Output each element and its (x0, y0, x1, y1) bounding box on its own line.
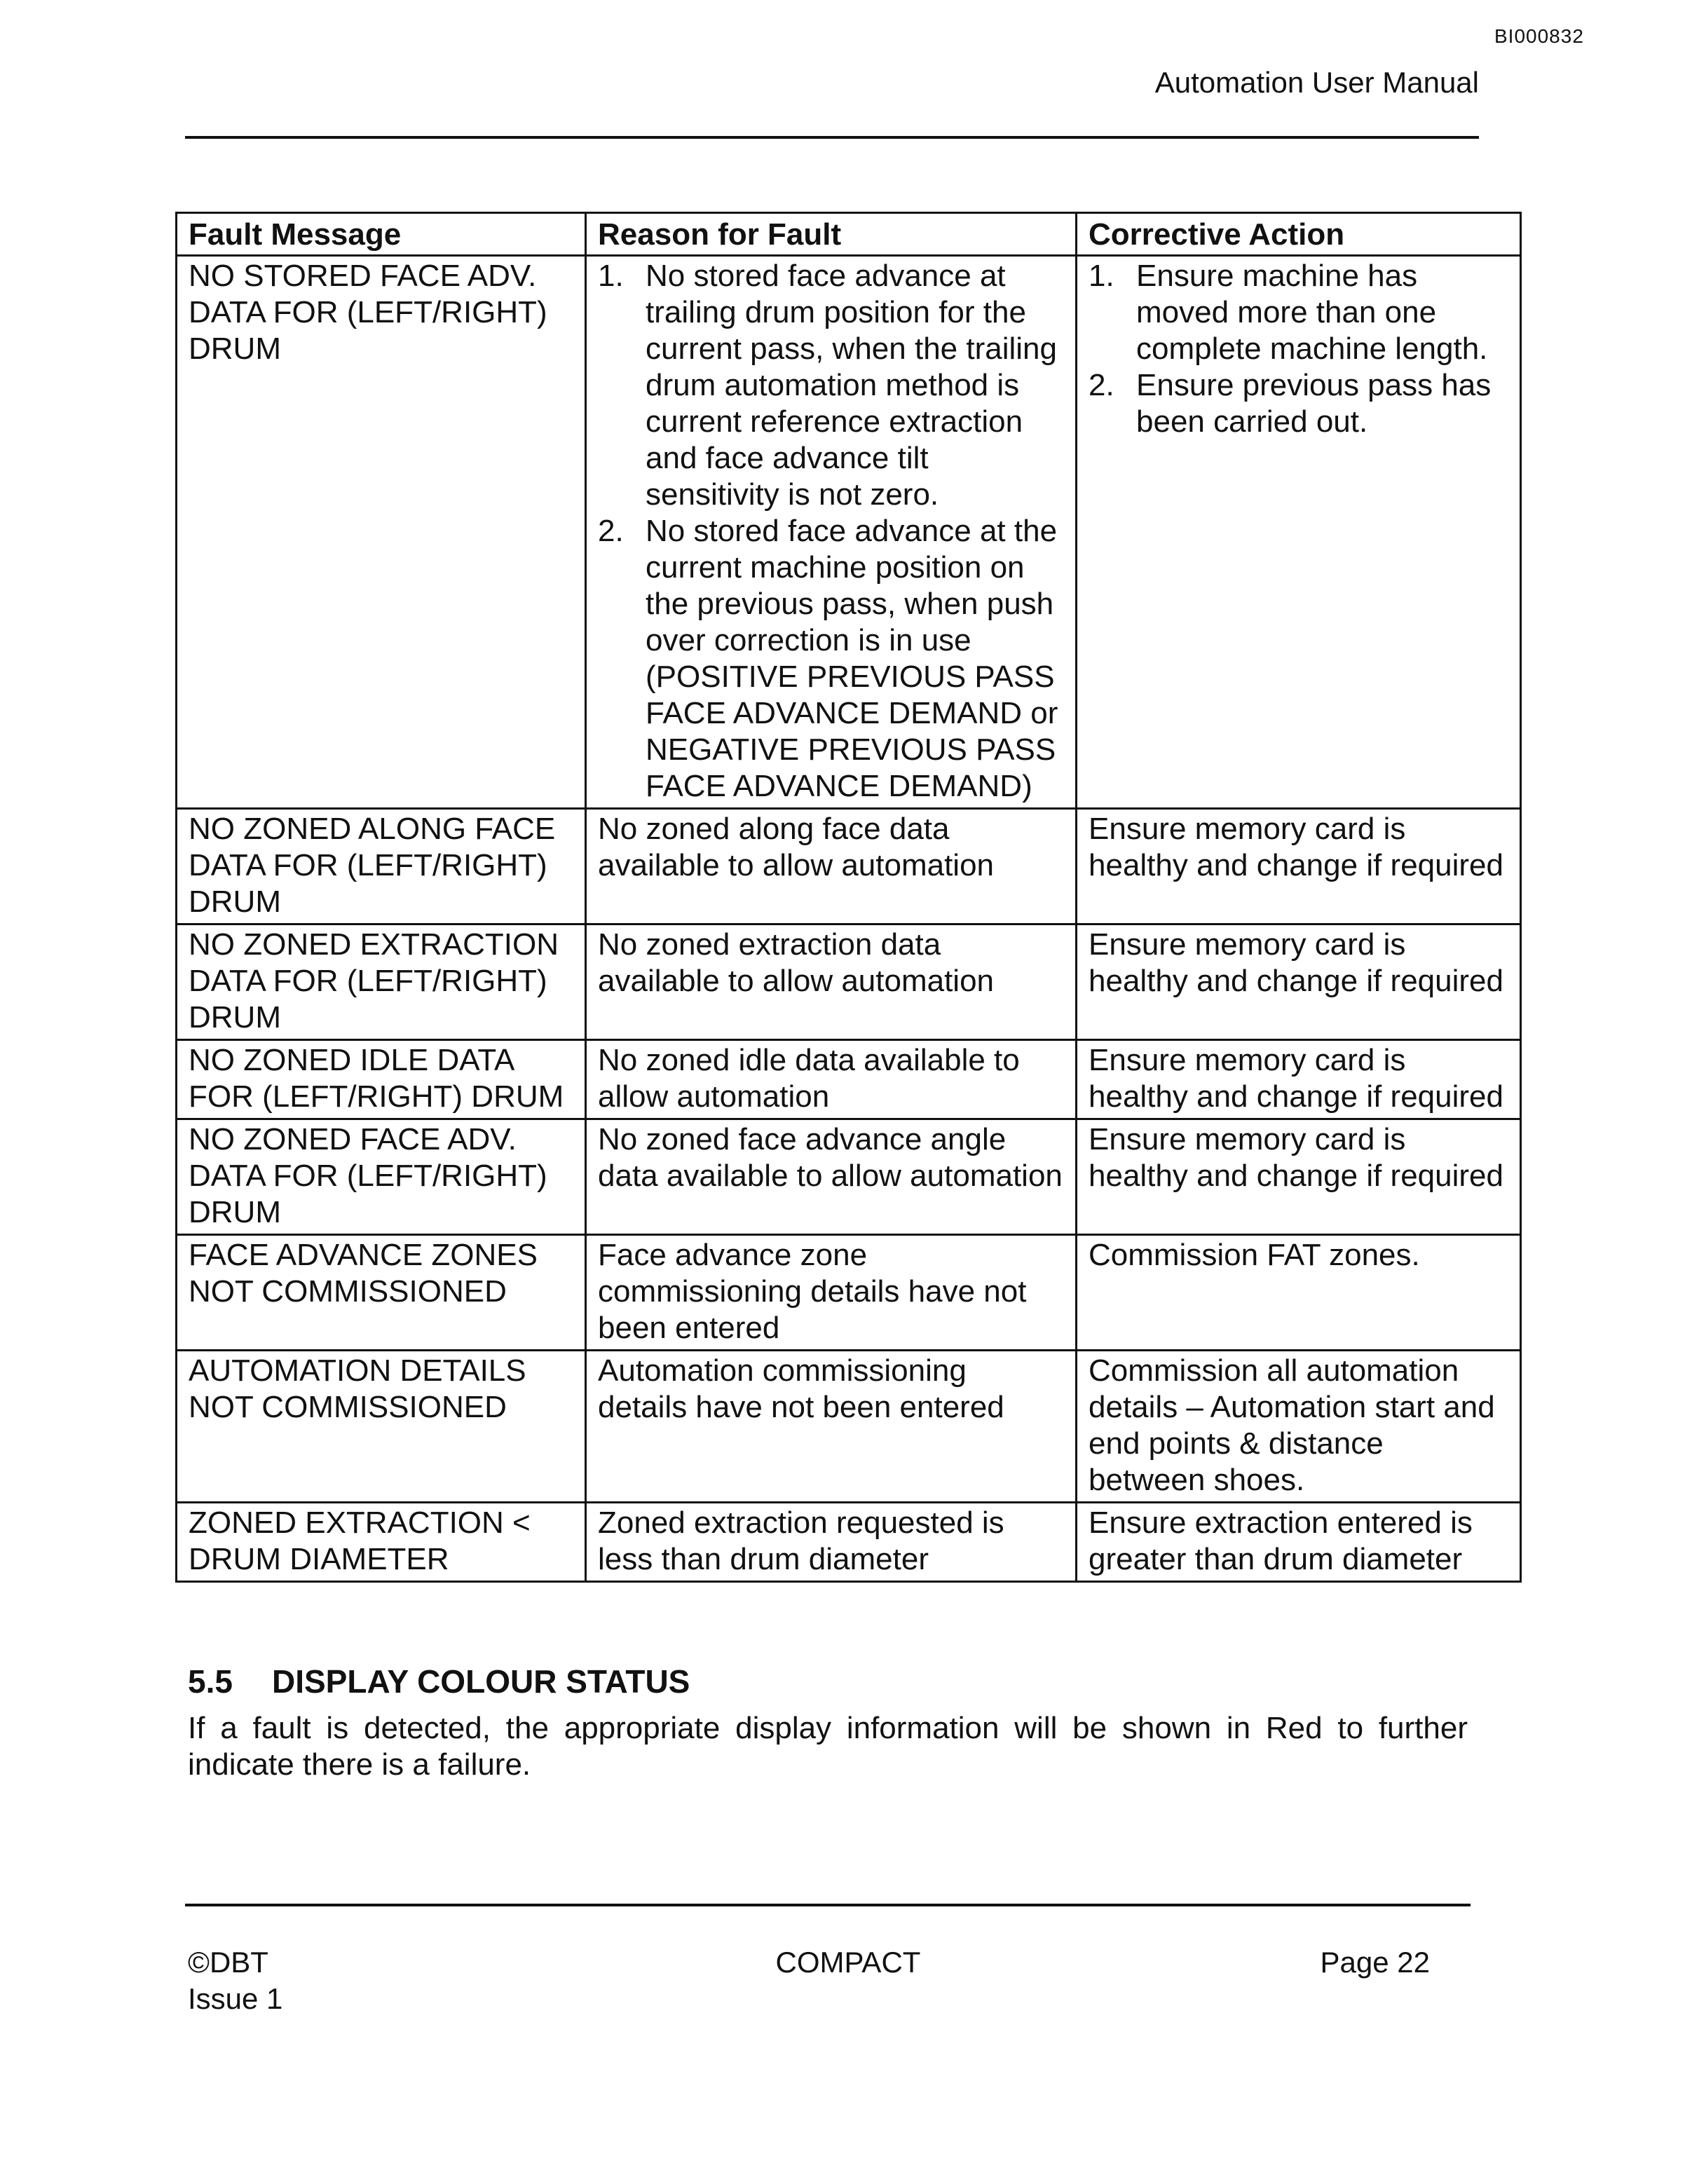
footer-copyright: ©DBT (188, 1946, 268, 1979)
fault-message-cell: AUTOMATION DETAILS NOT COMMISSIONED (177, 1351, 586, 1503)
corrective-action-cell: Ensure extraction entered is greater than drum diameter (1077, 1503, 1521, 1582)
table-header-row (177, 213, 1521, 256)
corrective-action-cell (1077, 256, 1521, 809)
table-row (177, 924, 1521, 1040)
table-row (177, 1119, 1521, 1235)
corrective-action-cell: Commission FAT zones. (1077, 1235, 1521, 1351)
reason-item: No stored face advance at the current machine position on the previous pass, when push over correction is in use (POSITIVE PREVIOUS PASS FACE ADVANCE DEMAND or NEGATIVE PREVIOUS PASS FACE ADVANCE DEMAND) (646, 514, 1058, 803)
reason-cell (586, 256, 1077, 809)
action-item: Ensure machine has moved more than one complete machine length. (1136, 259, 1488, 366)
footer-product: COMPACT (775, 1946, 921, 1979)
fault-message-cell: NO STORED FACE ADV. DATA FOR (LEFT/RIGHT) DRUM (177, 256, 586, 809)
reason-item: No stored face advance at trailing drum position for the current pass, when the trailing drum automation method is current reference extraction and face advance tilt sensitivity is not zero. (646, 259, 1057, 512)
corrective-action-cell: Ensure memory card is healthy and change if required (1077, 924, 1521, 1040)
table-row (177, 1503, 1521, 1582)
section-paragraph: If a fault is detected, the appropriate display information will be shown in Red to further indicate there is a failure. (188, 1711, 1468, 1782)
reason-cell: Automation commissioning details have not been entered (586, 1351, 1077, 1503)
fault-table (175, 212, 1522, 1583)
footer-issue: Issue 1 (188, 1982, 283, 2015)
reason-cell: No zoned along face data available to allow automation (586, 809, 1077, 924)
fault-message-cell: ZONED EXTRACTION < DRUM DIAMETER (177, 1503, 586, 1582)
document-id: BI000832 (1494, 25, 1584, 47)
fault-message-cell: NO ZONED FACE ADV. DATA FOR (LEFT/RIGHT) DRUM (177, 1119, 586, 1235)
corrective-action-cell: Commission all automation details – Automation start and end points & distance between shoes. (1077, 1351, 1521, 1503)
action-item: Ensure previous pass has been carried out. (1136, 368, 1492, 439)
running-header-title: Automation User Manual (1154, 66, 1479, 99)
section-number: 5.5 (188, 1663, 233, 1700)
table-row (177, 809, 1521, 924)
table-row (177, 1235, 1521, 1351)
table-row (177, 1040, 1521, 1119)
corrective-action-cell: Ensure memory card is healthy and change if required (1077, 1040, 1521, 1119)
column-header-fault-message: Fault Message (177, 213, 586, 256)
column-header-reason: Reason for Fault (586, 213, 1077, 256)
reason-cell: Face advance zone commissioning details have not been entered (586, 1235, 1077, 1351)
column-header-corrective-action: Corrective Action (1077, 213, 1521, 256)
table-row (177, 256, 1521, 809)
footer-page-number: Page 22 (1320, 1946, 1430, 1979)
reason-cell: No zoned idle data available to allow automation (586, 1040, 1077, 1119)
fault-message-cell: NO ZONED IDLE DATA FOR (LEFT/RIGHT) DRUM (177, 1040, 586, 1119)
footer-left (188, 1944, 282, 2017)
section-title: DISPLAY COLOUR STATUS (272, 1663, 690, 1700)
reason-list (598, 258, 1064, 805)
reason-cell: Zoned extraction requested is less than drum diameter (586, 1503, 1077, 1582)
reason-cell: No zoned extraction data available to allow automation (586, 924, 1077, 1040)
reason-cell: No zoned face advance angle data available to allow automation (586, 1119, 1077, 1235)
fault-message-cell: NO ZONED EXTRACTION DATA FOR (LEFT/RIGHT) DRUM (177, 924, 586, 1040)
action-list (1089, 258, 1508, 440)
footer-divider (185, 1904, 1471, 1906)
fault-table-container (175, 212, 1520, 1583)
header-divider (185, 136, 1479, 139)
corrective-action-cell: Ensure memory card is healthy and change if required (1077, 809, 1521, 924)
fault-message-cell: FACE ADVANCE ZONES NOT COMMISSIONED (177, 1235, 586, 1351)
fault-message-cell: NO ZONED ALONG FACE DATA FOR (LEFT/RIGHT) DRUM (177, 809, 586, 924)
section-heading (188, 1663, 690, 1700)
table-row (177, 1351, 1521, 1503)
corrective-action-cell: Ensure memory card is healthy and change if required (1077, 1119, 1521, 1235)
